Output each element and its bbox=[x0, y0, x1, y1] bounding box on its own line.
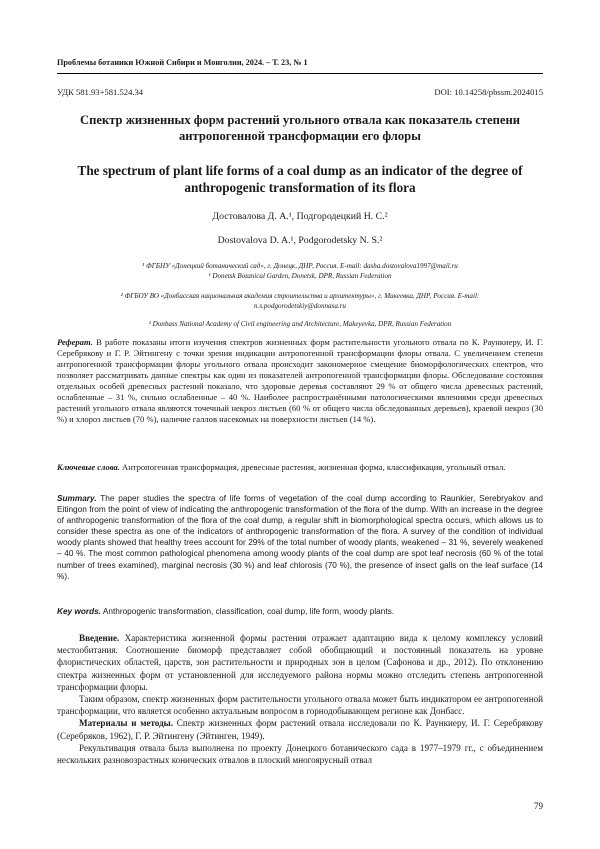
summary-label: Summary. bbox=[57, 494, 97, 503]
authors-english: Dostovalova D. A.¹, Podgorodetsky N. S.² bbox=[217, 235, 383, 246]
keywords-english bbox=[57, 606, 543, 617]
methods-paragraph bbox=[57, 717, 543, 741]
summary bbox=[57, 493, 543, 582]
keywords-en-label: Key words. bbox=[57, 607, 102, 616]
keywords-ru-text: Антропогенная трансформация, древесные растения, жизненная форма, классификация, угольный отвал. bbox=[119, 462, 506, 472]
methods-text: Спектр жизненных форм растений отвала исследовали по К. Раункиеру, И. Г. Серебрякову (Серебряков, 1962), Г. Р. Эйтингену (Эйтинген, 1949). bbox=[57, 718, 543, 741]
methods-heading: Материалы и методы. bbox=[79, 718, 174, 729]
abstract-label: Реферат. bbox=[57, 337, 93, 347]
udk-code: УДК 581.93+581.524.34 bbox=[57, 87, 144, 97]
affiliation-2-ru: ² ФГБОУ ВО «Донбасская национальная академия строительства и архитектуры», г. Макеевка, ДНР, Россия. E-mail: bbox=[120, 292, 480, 300]
header-rule bbox=[57, 73, 543, 74]
summary-text: The paper studies the spectra of life forms of vegetation of the coal dump according to Raunkier, Serebryakov and Eitingon from the point of view of indicating the anthropogenic transformation of the flora of the dump. With an increase in the degree of anthropogenic transformation of the flora of the coal dump, a regular shift in biomorphological spectra occurs, which allows us to consider these spectra as one of the indicators of anthropogenic transformation of the flora. A survey of the condition of individual woody plants showed that healthy trees account for 29% of the total number of woody plants, weakened – 31 %, severely weakened – 40 %. The most common pathological phenomena among woody plants of the coal dump are spot leaf necrosis (60 % of the total number of trees examined), marginal necrosis (30 %) and leaf chlorosis (70 %), the presence of insect galls on the leaf surface (14 %). bbox=[57, 494, 543, 581]
keywords-ru-label: Ключевые слова. bbox=[57, 462, 120, 472]
affiliation-2-email: n.s.podgorodetskiy@donnasa.ru bbox=[254, 302, 346, 310]
keywords-russian bbox=[57, 462, 543, 473]
abstract bbox=[57, 337, 543, 425]
article-page bbox=[57, 0, 543, 849]
paragraph-4: Рекультивация отвала была выполнена по проекту Донецкого ботанического сада в 1977–1979 гг., с объединением нескольких разновозрастных конических отвалов в плоский многоярусный отвал bbox=[57, 742, 543, 766]
title-english: The spectrum of plant life forms of a coal dump as an indicator of the degree of anthropogenic transformation of its flora bbox=[77, 163, 523, 195]
journal-header: Проблемы ботаники Южной Сибири и Монголии, 2024. – Т. 23, № 1 bbox=[57, 58, 308, 67]
intro-paragraph bbox=[57, 632, 543, 693]
intro-text: Характеристика жизненной формы растения отражает адаптацию вида к целому комплексу условий местообитания. Соотношение биоморф представляет собой обобщающий и постоянный показатель на уровне флористических областей, царств, зон растительности и природных зон в целом (Сафонова и др., 2012). По отклонению спектра жизненных форм от установленной для исследуемого района нормы можно отследить степень антропогенной трансформации флоры. bbox=[57, 633, 543, 692]
intro-heading: Введение. bbox=[79, 633, 120, 643]
affiliation-2-en: ² Donbass National Academy of Civil engineering and Architecture, Makeyevka, DPR, Russian Federation bbox=[148, 320, 452, 328]
doi: DOI: 10.14258/pbssm.2024015 bbox=[434, 87, 543, 97]
paragraph-2: Таким образом, спектр жизненных форм растительности угольного отвала может быть индикатором ее антропогенной трансформации, что является особенно актуальным вопросом в горнодобывающем регионе как Донбасс. bbox=[57, 694, 543, 717]
abstract-text: В работе показаны итоги изучения спектров жизненных форм растительности угольного отвала по К. Раункиеру, И. Г. Серебрякову и Г. Р. Эйтингену с точки зрения индикации антропогенной трансформации флоры отвала. С увеличением степени антропогенной трансформации флоры угольного отвала происходит закономерное смещение биоморфологических спектров, что позволяет рассматривать данные спектры как один из показателей антропогенной трансформации флоры. Обследование состояния отдельных особей древесных растений показало, что здоровые деревья составляют 29 % от общего числа древесных растений, ослабленные – 31 %, сильно ослабленные – 40 %. Наиболее распространёнными патологическими явлениями среди древесных растений угольного отвала являются точечный некроз листьев (60 % от общего числа обследованных деревьев), краевой некроз (30 %) и хлороз листьев (70 %), наличие галлов насекомых на поверхности листьев (14 %). bbox=[57, 337, 543, 425]
page-number: 79 bbox=[534, 801, 543, 811]
authors-russian: Достовалова Д. А.¹, Подгородецкий Н. С.² bbox=[212, 211, 388, 222]
affiliation-1-ru: ¹ ФГБНУ «Донецкий ботанический сад», г. Донецк, ДНР, Россия. E-mail: dasha.dostovalova1997@mail.ru bbox=[142, 262, 458, 270]
keywords-en-text: Anthropogenic transformation, classification, coal dump, life form, woody plants. bbox=[101, 607, 395, 616]
article-body bbox=[57, 632, 543, 766]
affiliation-1-en: ¹ Donetsk Botanical Garden, Donetsk, DPR, Russian Federation bbox=[208, 272, 392, 280]
title-russian: Спектр жизненных форм растений угольного отвала как показатель степени антропогенной трансформации его флоры bbox=[80, 113, 520, 143]
